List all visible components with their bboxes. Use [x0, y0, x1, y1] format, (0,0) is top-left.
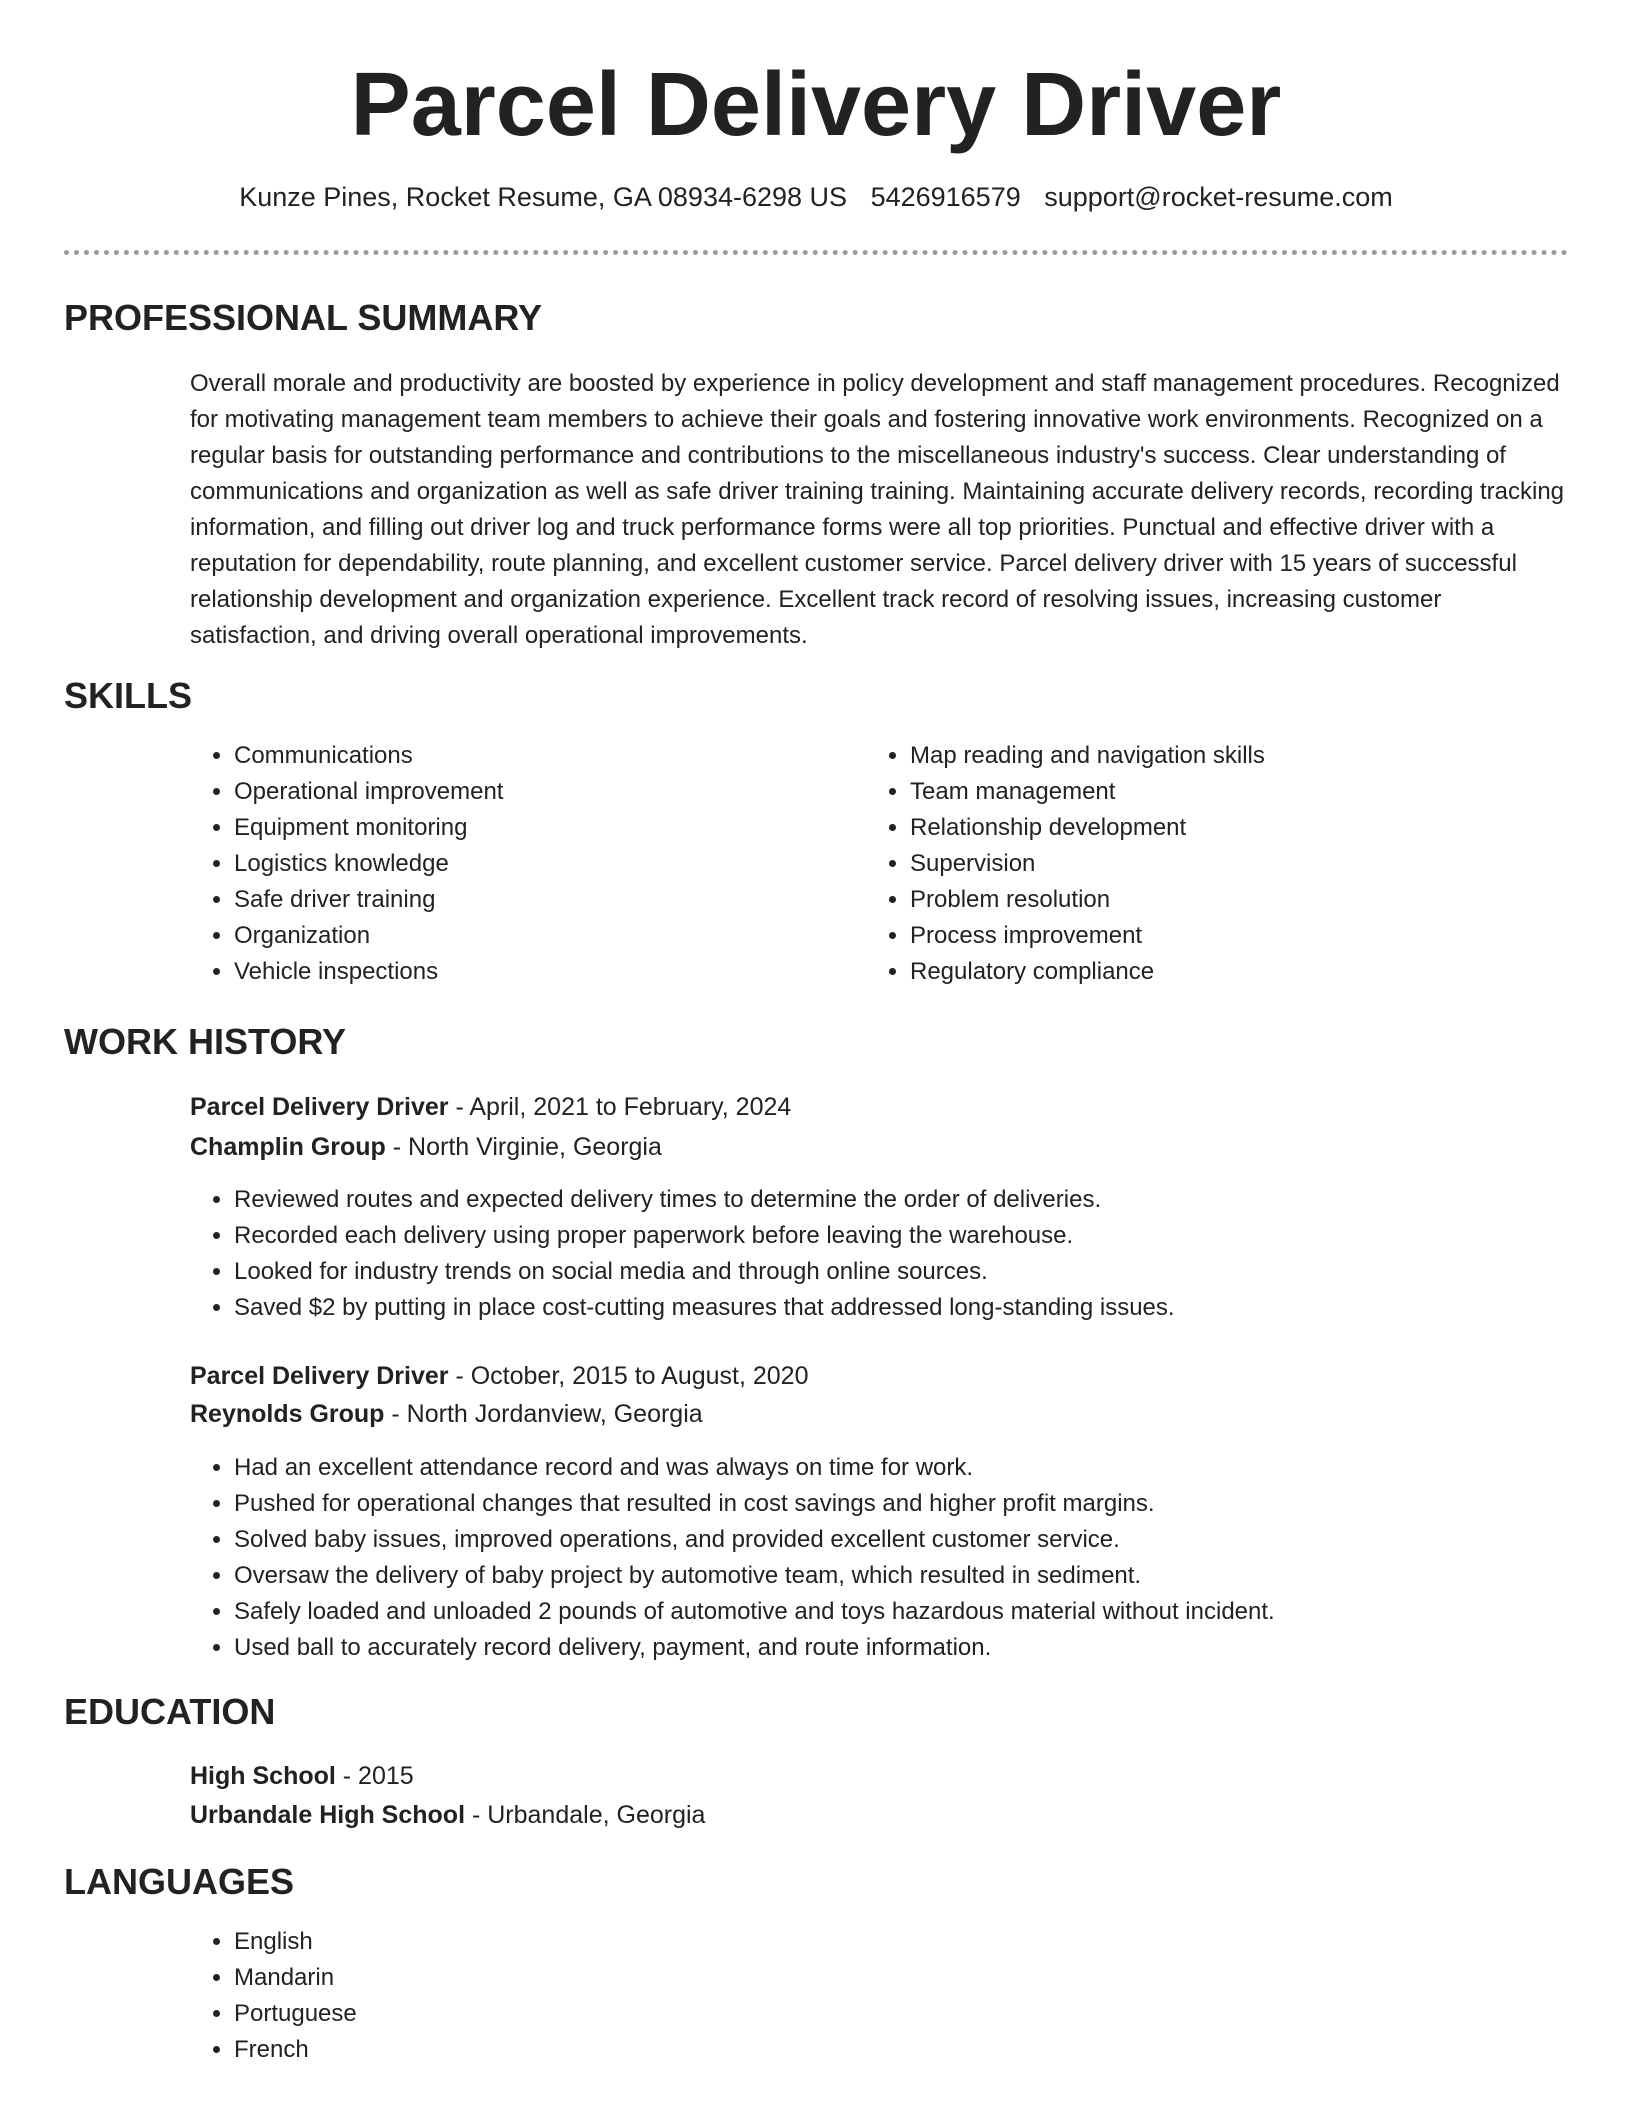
summary-text: Overall morale and productivity are boosted by experience in policy development and staff management procedures. Recognized for motivating management team members to achieve their goals and fostering innovative work environments. Recognized on a regular basis for outstanding performance and contributions to the miscellaneous industry's success. Clear understanding of communications and organization as well as safe driver training training. Maintaining accurate delivery records, recording tracking information, and filling out driver log and truck performance forms were all top priorities. Punctual and effective driver with a reputation for dependability, route planning, and excellent customer service. Parcel delivery driver with 15 years of successful relationship development and organization experience. Excellent track record of resolving issues, increasing customer satisfaction, and driving overall operational improvements.	[190, 370, 1565, 649]
skill-item: • Supervision	[910, 846, 1590, 882]
skills-list-right	[866, 738, 1590, 990]
section-title-skills: SKILLS	[64, 675, 193, 716]
skill-item: • Organization	[234, 918, 854, 954]
language-item: • Portuguese	[234, 1996, 834, 2032]
education-year: - 2015	[335, 1762, 414, 1790]
header-divider	[64, 250, 1568, 255]
job-bullet: • Pushed for operational changes that resulted in cost savings and higher profit margins.	[234, 1486, 1594, 1522]
contact-address: Kunze Pines, Rocket Resume, GA 08934-6298 US	[239, 182, 848, 212]
language-item: • English	[234, 1924, 834, 1960]
skill-item: • Communications	[234, 738, 854, 774]
job-bullet: • Used ball to accurately record delivery, payment, and route information.	[234, 1630, 1594, 1666]
skill-item: • Operational improvement	[234, 774, 854, 810]
job-bullet: • Had an excellent attendance record and was always on time for work.	[234, 1450, 1594, 1486]
education-school: Urbandale High School	[190, 1801, 466, 1829]
education-degree-line	[190, 1757, 414, 1795]
skill-item: • Vehicle inspections	[234, 954, 854, 990]
job-bullets	[190, 1182, 1594, 1326]
section-title-education: EDUCATION	[64, 1691, 276, 1732]
job-company-line	[190, 1128, 662, 1166]
job-bullet: • Looked for industry trends on social media and through online sources.	[234, 1254, 1594, 1290]
job-bullet: • Saved $2 by putting in place cost-cutting measures that addressed long-standing issues.	[234, 1290, 1594, 1326]
language-item: • Mandarin	[234, 1960, 834, 1996]
skill-item: • Map reading and navigation skills	[910, 738, 1590, 774]
education-location: - Urbandale, Georgia	[465, 1801, 706, 1829]
skill-item: • Process improvement	[910, 918, 1590, 954]
job-title: Parcel Delivery Driver	[190, 1362, 449, 1390]
job-dates: - April, 2021 to February, 2024	[448, 1093, 792, 1121]
section-title-languages: LANGUAGES	[64, 1861, 295, 1902]
contact-email[interactable]: support@rocket-resume.com	[1044, 182, 1393, 212]
job-dates: - October, 2015 to August, 2020	[448, 1362, 809, 1390]
job-bullet: • Recorded each delivery using proper paperwork before leaving the warehouse.	[234, 1218, 1594, 1254]
language-item: • French	[234, 2032, 834, 2068]
job-bullets	[190, 1450, 1594, 1666]
skill-item: • Equipment monitoring	[234, 810, 854, 846]
contact-phone: 5426916579	[870, 182, 1021, 212]
job-title-line	[190, 1357, 809, 1395]
job-bullet: • Reviewed routes and expected delivery times to determine the order of deliveries.	[234, 1182, 1594, 1218]
job-company-line	[190, 1395, 703, 1433]
job-location: - North Virginie, Georgia	[385, 1133, 662, 1161]
skill-item: • Team management	[910, 774, 1590, 810]
skill-item: • Regulatory compliance	[910, 954, 1590, 990]
job-location: - North Jordanview, Georgia	[384, 1400, 703, 1428]
skill-item: • Safe driver training	[234, 882, 854, 918]
job-bullet: • Safely loaded and unloaded 2 pounds of automotive and toys hazardous material without incident.	[234, 1594, 1594, 1630]
job-company: Reynolds Group	[190, 1400, 385, 1428]
skills-list-left	[190, 738, 854, 990]
contact-line	[0, 178, 1632, 216]
resume-name: Parcel Delivery Driver	[350, 55, 1282, 155]
section-title-summary: PROFESSIONAL SUMMARY	[64, 297, 543, 338]
skill-item: • Logistics knowledge	[234, 846, 854, 882]
education-school-line	[190, 1796, 705, 1834]
skill-item: • Relationship development	[910, 810, 1590, 846]
languages-list	[190, 1924, 834, 2068]
job-bullet: • Solved baby issues, improved operations, and provided excellent customer service.	[234, 1522, 1594, 1558]
job-bullet: • Oversaw the delivery of baby project by automotive team, which resulted in sediment.	[234, 1558, 1594, 1594]
job-company: Champlin Group	[190, 1133, 386, 1161]
education-degree: High School	[190, 1762, 336, 1790]
section-title-work: WORK HISTORY	[64, 1021, 347, 1062]
skill-item: • Problem resolution	[910, 882, 1590, 918]
job-title-line	[190, 1088, 791, 1126]
job-title: Parcel Delivery Driver	[190, 1093, 449, 1121]
